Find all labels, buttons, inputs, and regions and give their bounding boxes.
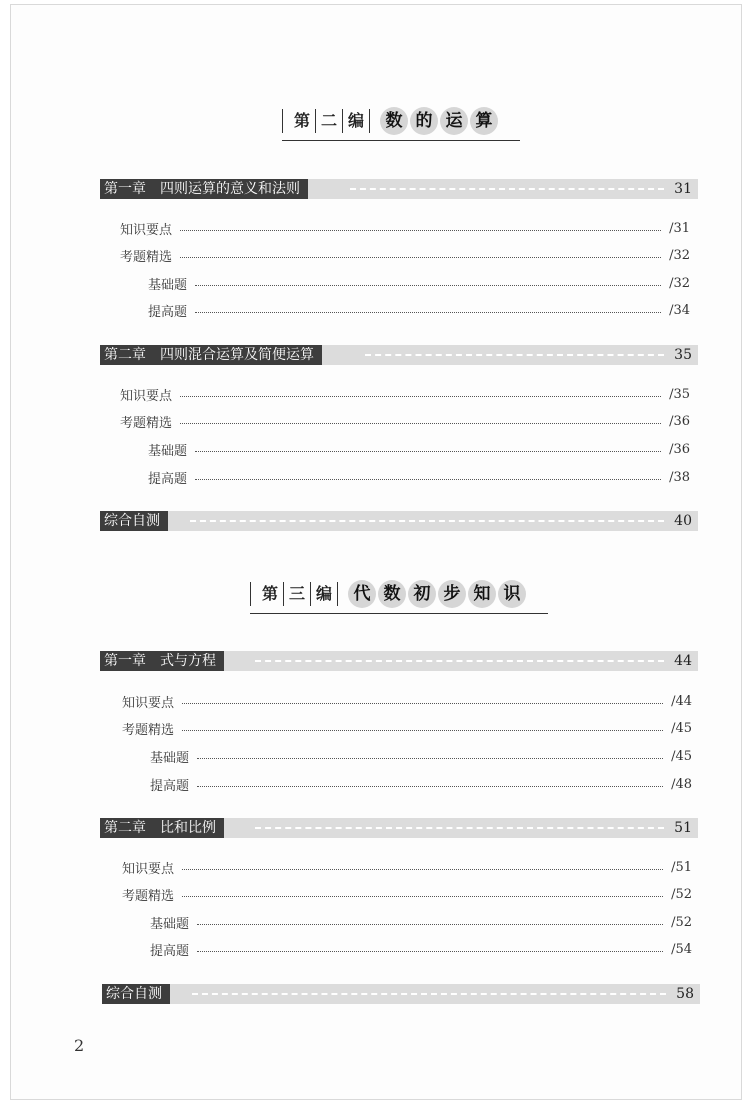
dot-leader xyxy=(195,312,661,313)
entry-title: 知识要点 xyxy=(122,861,175,877)
toc-entry[interactable] xyxy=(122,858,692,876)
entry-page: /51 xyxy=(671,859,692,875)
page-number: 2 xyxy=(74,1036,85,1055)
part-char: 第 xyxy=(257,582,284,606)
part-number xyxy=(282,109,370,133)
dot-leader xyxy=(182,896,663,897)
title-char: 识 xyxy=(498,580,526,608)
toc-entry[interactable] xyxy=(122,885,692,903)
chapter-title: 第一章 式与方程 xyxy=(100,651,224,671)
entry-title: 知识要点 xyxy=(120,388,173,404)
entry-title: 知识要点 xyxy=(122,695,175,711)
entry-title: 基础题 xyxy=(150,750,190,766)
review-title: 综合自测 xyxy=(102,984,170,1004)
dot-leader xyxy=(180,257,661,258)
toc-entry[interactable] xyxy=(120,219,690,237)
toc-entry[interactable] xyxy=(150,913,692,931)
review-page: 40 xyxy=(674,513,692,529)
entry-title: 提高题 xyxy=(148,471,188,487)
entry-title: 提高题 xyxy=(150,778,190,794)
entry-page: /52 xyxy=(671,886,692,902)
entry-title: 基础题 xyxy=(148,277,188,293)
dot-leader xyxy=(197,924,663,925)
review-title: 综合自测 xyxy=(100,511,168,531)
entry-title: 提高题 xyxy=(150,943,190,959)
title-char: 数 xyxy=(380,107,408,135)
toc-entry[interactable] xyxy=(120,385,690,403)
entry-page: /32 xyxy=(669,275,690,291)
toc-entry[interactable] xyxy=(122,692,692,710)
dot-leader xyxy=(195,479,661,480)
review-leader xyxy=(192,993,666,995)
part-char: 编 xyxy=(311,582,338,606)
part-title xyxy=(348,580,528,608)
title-char: 运 xyxy=(440,107,468,135)
part-char: 二 xyxy=(316,109,343,133)
dot-leader xyxy=(180,230,661,231)
title-char: 算 xyxy=(470,107,498,135)
entry-title: 知识要点 xyxy=(120,222,173,238)
toc-entry[interactable] xyxy=(150,775,692,793)
toc-entry[interactable] xyxy=(148,468,690,486)
dot-leader xyxy=(197,758,663,759)
part-title xyxy=(380,107,500,135)
dot-leader xyxy=(182,869,663,870)
chapter-leader xyxy=(255,660,664,662)
dot-leader xyxy=(182,703,663,704)
entry-page: /36 xyxy=(669,413,690,429)
chapter-title: 第二章 四则混合运算及简便运算 xyxy=(100,345,322,365)
chapter-leader xyxy=(255,827,664,829)
part-char: 第 xyxy=(289,109,316,133)
toc-entry[interactable] xyxy=(150,747,692,765)
entry-title: 提高题 xyxy=(148,304,188,320)
part-char: 编 xyxy=(343,109,370,133)
dot-leader xyxy=(180,396,661,397)
entry-page: /45 xyxy=(671,748,692,764)
entry-page: /32 xyxy=(669,247,690,263)
review-leader xyxy=(190,520,664,522)
part-char: 三 xyxy=(284,582,311,606)
chapter-bar[interactable] xyxy=(100,345,698,365)
entry-page: /34 xyxy=(669,302,690,318)
chapter-bar[interactable] xyxy=(100,179,698,199)
dot-leader xyxy=(182,730,663,731)
title-char: 步 xyxy=(438,580,466,608)
part-number xyxy=(250,582,338,606)
entry-page: /36 xyxy=(669,441,690,457)
chapter-leader xyxy=(350,188,664,190)
dot-leader xyxy=(197,951,663,952)
toc-entry[interactable] xyxy=(120,412,690,430)
title-char: 初 xyxy=(408,580,436,608)
review-bar[interactable] xyxy=(100,511,698,531)
toc-entry[interactable] xyxy=(120,246,690,264)
dot-leader xyxy=(180,423,661,424)
entry-title: 考题精选 xyxy=(120,415,173,431)
chapter-title: 第二章 比和比例 xyxy=(100,818,224,838)
review-page: 58 xyxy=(676,986,694,1002)
dot-leader xyxy=(197,786,663,787)
chapter-title: 第一章 四则运算的意义和法则 xyxy=(100,179,308,199)
title-char: 数 xyxy=(378,580,406,608)
chapter-page: 31 xyxy=(674,181,692,197)
entry-title: 考题精选 xyxy=(122,888,175,904)
entry-page: /31 xyxy=(669,220,690,236)
entry-page: /38 xyxy=(669,469,690,485)
chapter-page: 44 xyxy=(674,653,692,669)
toc-entry[interactable] xyxy=(150,940,692,958)
entry-page: /45 xyxy=(671,720,692,736)
part-heading-3 xyxy=(250,577,528,611)
entry-page: /35 xyxy=(669,386,690,402)
toc-entry[interactable] xyxy=(148,440,690,458)
entry-title: 考题精选 xyxy=(122,722,175,738)
entry-title: 考题精选 xyxy=(120,249,173,265)
entry-page: /44 xyxy=(671,693,692,709)
entry-page: /52 xyxy=(671,914,692,930)
chapter-bar[interactable] xyxy=(100,651,698,671)
title-char: 的 xyxy=(410,107,438,135)
toc-entry[interactable] xyxy=(148,301,690,319)
chapter-page: 35 xyxy=(674,347,692,363)
entry-title: 基础题 xyxy=(150,916,190,932)
chapter-page: 51 xyxy=(674,820,692,836)
toc-entry[interactable] xyxy=(122,719,692,737)
dot-leader xyxy=(195,451,661,452)
page-sheet xyxy=(10,4,742,1100)
entry-title: 基础题 xyxy=(148,443,188,459)
title-char: 知 xyxy=(468,580,496,608)
entry-page: /54 xyxy=(671,941,692,957)
entry-page: /48 xyxy=(671,776,692,792)
part-heading-2 xyxy=(282,104,500,138)
part-underline xyxy=(250,613,548,614)
part-underline xyxy=(282,140,520,141)
title-char: 代 xyxy=(348,580,376,608)
chapter-bar[interactable] xyxy=(100,818,698,838)
dot-leader xyxy=(195,285,661,286)
toc-entry[interactable] xyxy=(148,274,690,292)
review-bar[interactable] xyxy=(102,984,700,1004)
chapter-leader xyxy=(365,354,664,356)
